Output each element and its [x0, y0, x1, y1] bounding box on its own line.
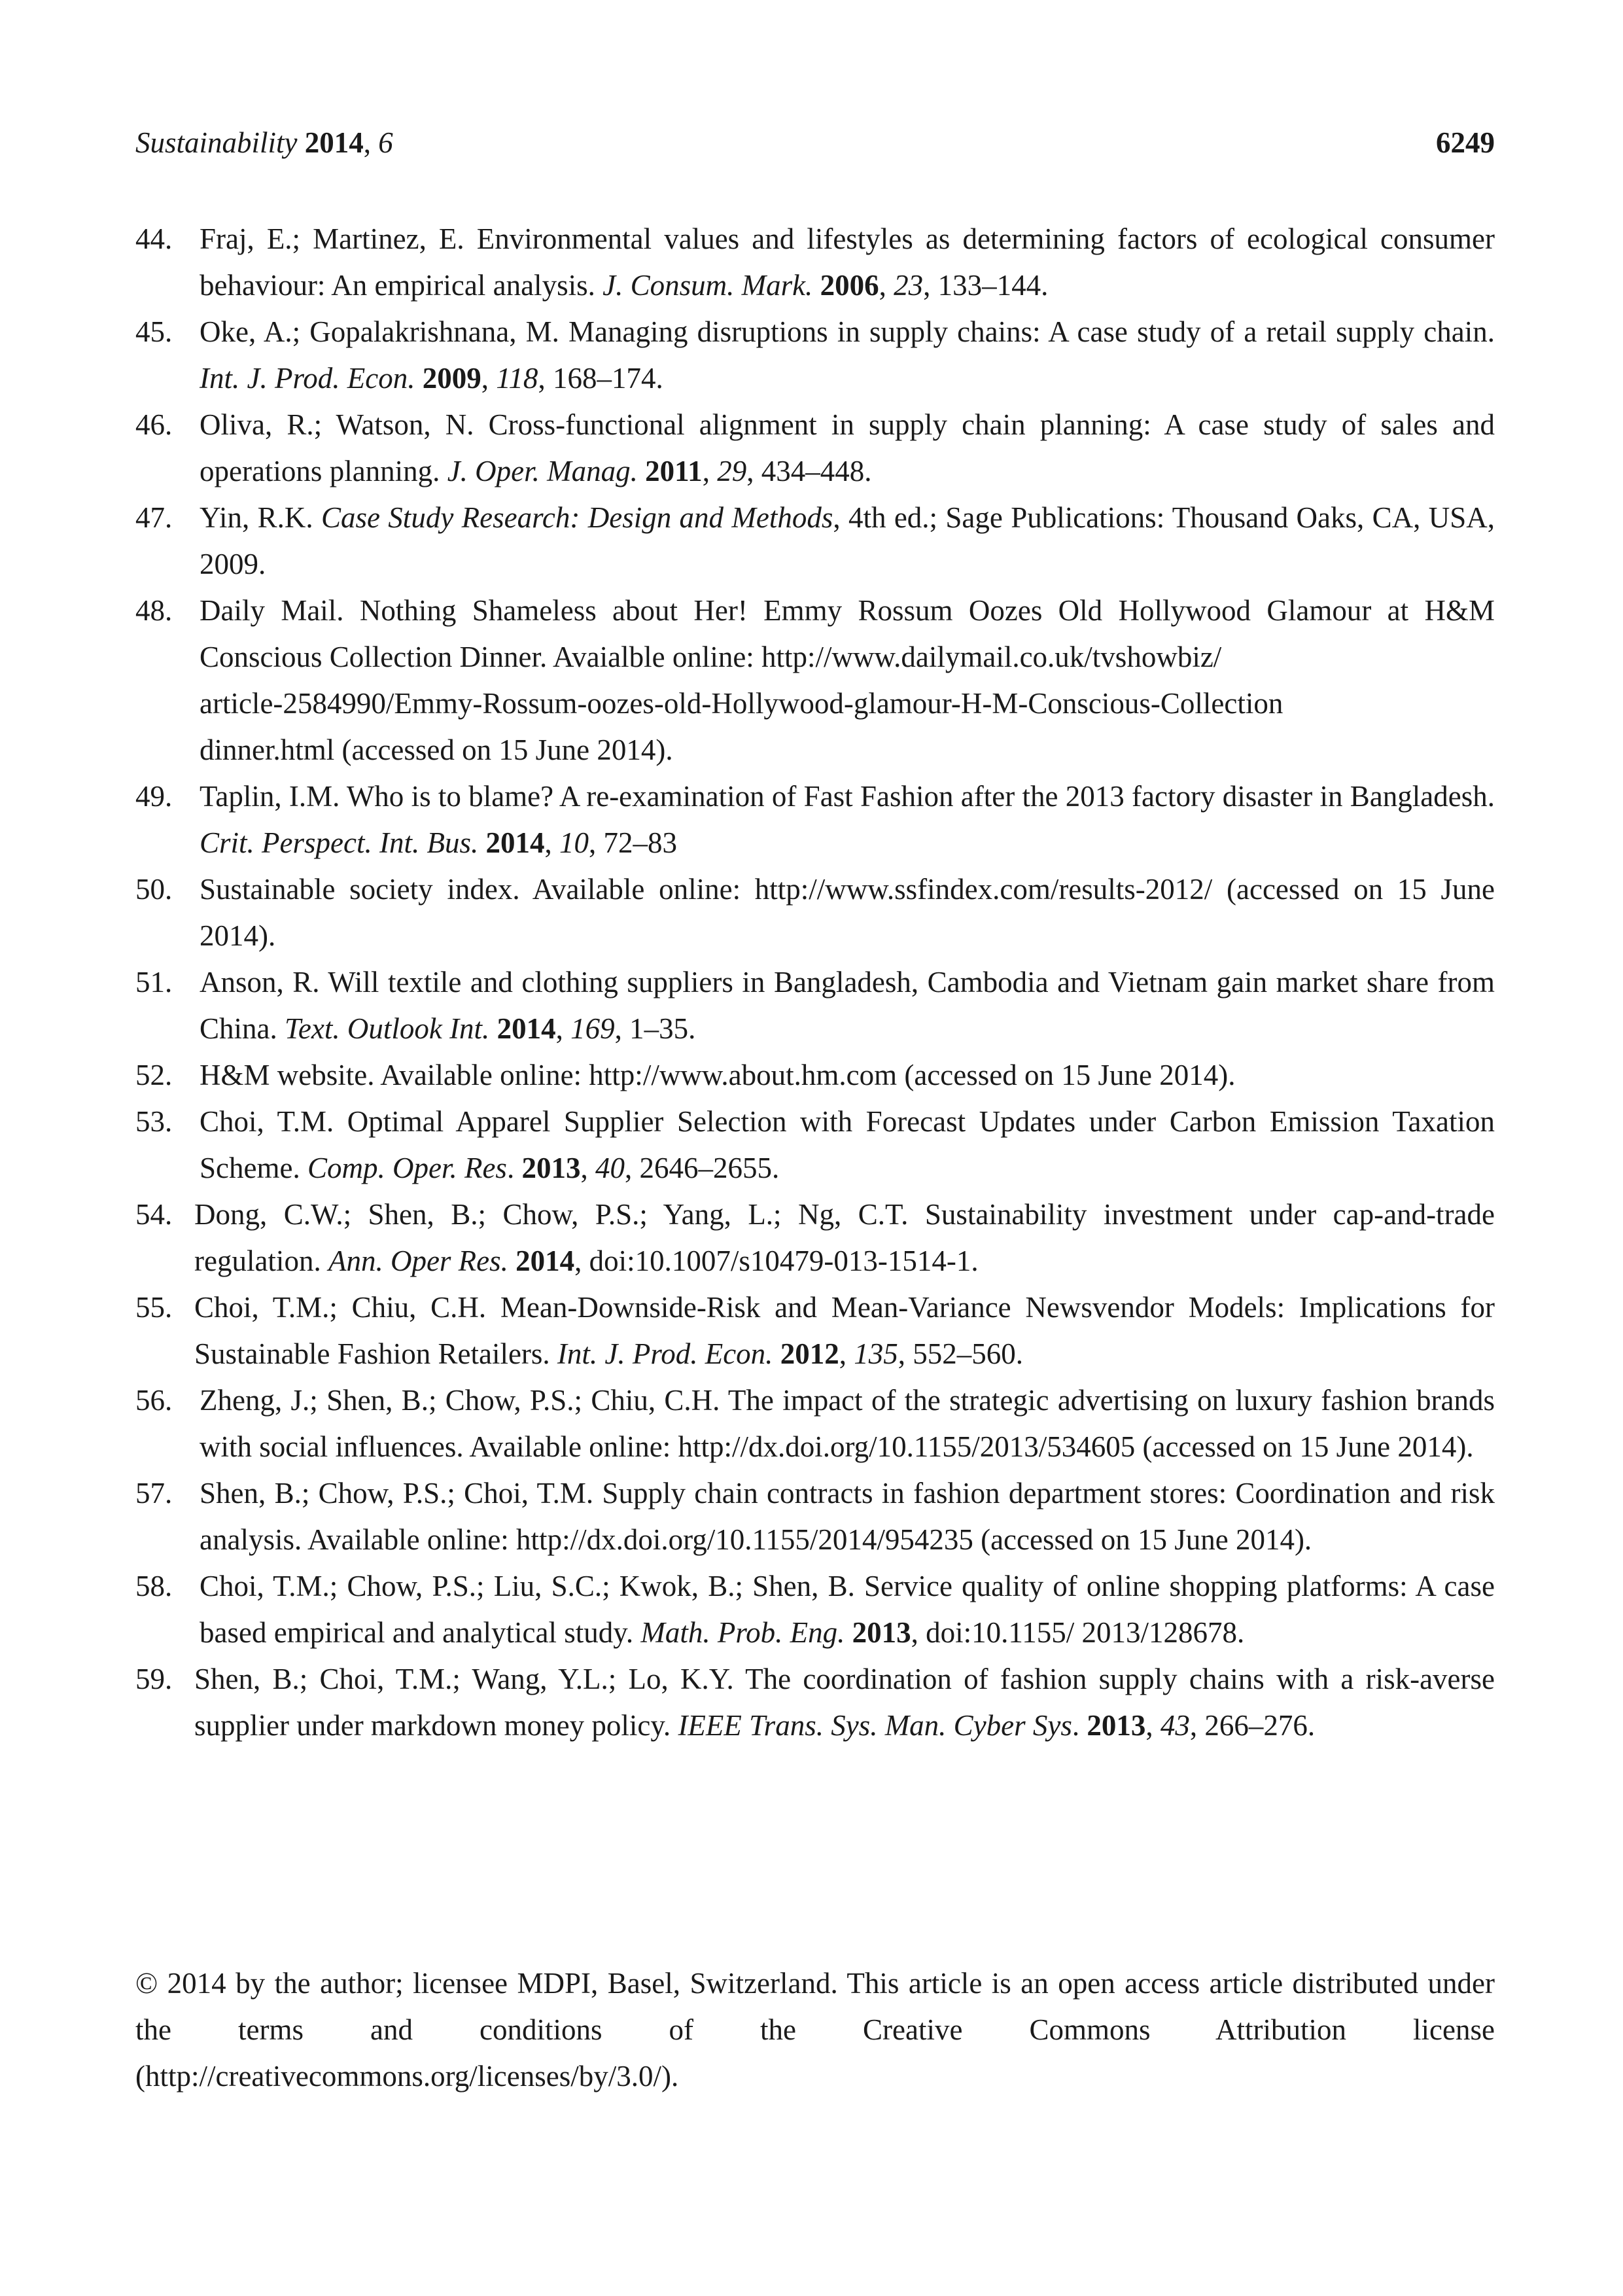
- license-notice: © 2014 by the author; licensee MDPI, Basel, Switzerland. This article is an open access article distributed under the terms and conditions of the Creative Commons Attribution license (http://creativecommons.org/licenses/by/3.0/).: [135, 1967, 1495, 2093]
- reference-pages: , 133–144.: [923, 269, 1049, 302]
- reference-year: 2012: [780, 1337, 839, 1370]
- journal-volume: 6: [378, 126, 393, 159]
- reference-text: Shen, B.; Chow, P.S.; Choi, T.M. Supply chain contracts in fashion department stores: Coordination and risk analysis. Available online: http://dx.doi.org/10.1155/2014/954235 (accessed on 15 June 2014).: [200, 1477, 1495, 1556]
- reference-volume: 135: [854, 1337, 898, 1370]
- reference-journal: J. Oper. Manag.: [447, 455, 638, 487]
- journal-citation: Sustainability 2014, 6: [135, 126, 393, 159]
- reference-text: Choi, T.M.; Chow, P.S.; Liu, S.C.; Kwok, B.; Shen, B. Service quality of online shopping platforms: A case based empirical and analytical study.: [200, 1570, 1495, 1649]
- reference-journal: IEEE Trans. Sys. Man. Cyber Sys: [678, 1709, 1072, 1742]
- reference-list: [135, 216, 1495, 1749]
- reference-doi: , doi:10.1155/ 2013/128678.: [911, 1616, 1245, 1649]
- reference-pages: , 266–276.: [1189, 1709, 1316, 1742]
- reference-49: 49. Taplin, I.M. Who is to blame? A re-examination of Fast Fashion after the 2013 factory disaster in Bangladesh. Crit. Perspect. Int. Bus. 2014, 10, 72–83: [135, 773, 1495, 866]
- reference-text: Dong, C.W.; Shen, B.; Chow, P.S.; Yang, L.; Ng, C.T. Sustainability investment under cap-and-trade regulation.: [194, 1198, 1495, 1277]
- reference-pages: , 1–35.: [614, 1012, 696, 1045]
- reference-47: [135, 495, 1495, 588]
- reference-text: Oke, A.; Gopalakrishnana, M. Managing disruptions in supply chains: A case study of a retail supply chain.: [200, 315, 1495, 348]
- reference-number: 58.: [135, 1570, 173, 1602]
- reference-number: 46.: [135, 408, 173, 441]
- reference-number: 56.: [135, 1384, 173, 1417]
- reference-text: Shen, B.; Choi, T.M.; Wang, Y.L.; Lo, K.Y. The coordination of fashion supply chains with a risk-averse supplier under markdown money policy.: [194, 1663, 1495, 1742]
- reference-51: 51. Anson, R. Will textile and clothing suppliers in Bangladesh, Cambodia and Vietnam gain market share from China. Text. Outlook Int. 2014, 169, 1–35.: [135, 959, 1495, 1052]
- reference-text: Taplin, I.M. Who is to blame? A re-examination of Fast Fashion after the 2013 factory disaster in Bangladesh.: [200, 780, 1495, 813]
- reference-url-line: article-2584990/Emmy-Rossum-oozes-old-Hollywood-glamour-H-M-Conscious-Collection: [200, 687, 1283, 720]
- reference-55: 55. Choi, T.M.; Chiu, C.H. Mean-Downside-Risk and Mean-Variance Newsvendor Models: Implications for Sustainable Fashion Retailers. Int. J. Prod. Econ. 2012, 135, 552–560.: [135, 1284, 1495, 1377]
- reference-pages: , 552–560.: [898, 1337, 1023, 1370]
- reference-text: Oliva, R.; Watson, N. Cross-functional alignment in supply chain planning: A case study of sales and operations planning.: [200, 408, 1495, 487]
- reference-journal: Comp. Oper. Res: [307, 1152, 507, 1184]
- reference-number: 49.: [135, 780, 173, 813]
- journal-name: Sustainability: [135, 126, 298, 159]
- reference-volume: 43: [1160, 1709, 1190, 1742]
- reference-volume: 40: [595, 1152, 625, 1184]
- reference-volume: 118: [496, 362, 538, 395]
- reference-text: Choi, T.M. Optimal Apparel Supplier Selection with Forecast Updates under Carbon Emission Taxation Scheme.: [200, 1105, 1495, 1184]
- reference-text: Zheng, J.; Shen, B.; Chow, P.S.; Chiu, C.H. The impact of the strategic advertising on luxury fashion brands with social influences. Available online: http://dx.doi.org/10.1155/2013/534605 (accessed on 15 June 2014).: [200, 1384, 1495, 1463]
- reference-number: 47.: [135, 501, 173, 534]
- reference-doi: , doi:10.1007/s10479-013-1514-1.: [574, 1245, 979, 1277]
- reference-journal: Crit. Perspect. Int. Bus.: [200, 826, 479, 859]
- reference-number: 59.: [135, 1663, 173, 1695]
- reference-number: 44.: [135, 222, 173, 255]
- reference-separator: .: [1072, 1709, 1087, 1742]
- reference-year: 2006: [820, 269, 879, 302]
- reference-number: 54.: [135, 1198, 173, 1231]
- reference-year: 2013: [521, 1152, 581, 1184]
- reference-52: [135, 1052, 1495, 1099]
- reference-45: 45. Oke, A.; Gopalakrishnana, M. Managing disruptions in supply chains: A case study of a retail supply chain. Int. J. Prod. Econ. 2009, 118, 168–174.: [135, 309, 1495, 402]
- reference-year: 2011: [645, 455, 703, 487]
- reference-50: [135, 866, 1495, 959]
- page-number: 6249: [1436, 126, 1495, 159]
- reference-journal: Text. Outlook Int.: [285, 1012, 490, 1045]
- running-header: [135, 123, 1495, 162]
- reference-text: Daily Mail. Nothing Shameless about Her! Emmy Rossum Oozes Old Hollywood Glamour at H&M Conscious Collection Dinner. Avaialble online: http://www.dailymail.co.uk/tvshowbiz/: [200, 594, 1495, 673]
- reference-book-title: Case Study Research: Design and Methods: [321, 501, 833, 534]
- reference-year: 2013: [852, 1616, 911, 1649]
- reference-text: Fraj, E.; Martinez, E. Environmental values and lifestyles as determining factors of ecological consumer behaviour: An empirical analysis.: [200, 222, 1495, 302]
- reference-url-line: dinner.html (accessed on 15 June 2014).: [200, 733, 673, 766]
- reference-58: [135, 1563, 1495, 1656]
- reference-volume: 23: [894, 269, 924, 302]
- reference-volume: 169: [570, 1012, 615, 1045]
- reference-text: Sustainable society index. Available online: http://www.ssfindex.com/results-2012/ (accessed on 15 June 2014).: [200, 873, 1495, 952]
- reference-number: 55.: [135, 1291, 173, 1324]
- reference-number: 48.: [135, 594, 173, 627]
- reference-44: 44. Fraj, E.; Martinez, E. Environmental values and lifestyles as determining factors of ecological consumer behaviour: An empirical analysis. J. Consum. Mark. 2006, 23, 133–144.: [135, 216, 1495, 309]
- reference-pages: , 2646–2655.: [624, 1152, 780, 1184]
- reference-56: [135, 1377, 1495, 1470]
- reference-number: 45.: [135, 315, 173, 348]
- reference-54: [135, 1192, 1495, 1284]
- reference-year: 2014: [515, 1245, 575, 1277]
- reference-number: 52.: [135, 1059, 173, 1091]
- reference-number: 50.: [135, 873, 173, 906]
- reference-number: 51.: [135, 966, 173, 998]
- reference-number: 57.: [135, 1477, 173, 1510]
- reference-volume: 10: [559, 826, 589, 859]
- reference-journal: Int. J. Prod. Econ.: [200, 362, 415, 395]
- reference-pages: , 434–448.: [746, 455, 872, 487]
- reference-text: Yin, R.K.: [200, 501, 321, 534]
- reference-separator: .: [506, 1152, 522, 1184]
- reference-text: H&M website. Available online: http://www.about.hm.com (accessed on 15 June 2014).: [200, 1059, 1236, 1091]
- reference-year: 2013: [1087, 1709, 1146, 1742]
- reference-46: 46. Oliva, R.; Watson, N. Cross-functional alignment in supply chain planning: A case study of sales and operations planning. J. Oper. Manag. 2011, 29, 434–448.: [135, 402, 1495, 495]
- reference-journal: J. Consum. Mark.: [602, 269, 813, 302]
- reference-48: [135, 588, 1495, 773]
- reference-text: Anson, R. Will textile and clothing suppliers in Bangladesh, Cambodia and Vietnam gain market share from China.: [200, 966, 1495, 1045]
- reference-text: Choi, T.M.; Chiu, C.H. Mean-Downside-Risk and Mean-Variance Newsvendor Models: Implications for Sustainable Fashion Retailers.: [194, 1291, 1495, 1370]
- reference-pages: , 168–174.: [538, 362, 663, 395]
- reference-publisher: , 4th ed.; Sage Publications: Thousand Oaks, CA, USA, 2009.: [200, 501, 1495, 580]
- journal-year: 2014: [304, 126, 364, 159]
- reference-journal: Math. Prob. Eng.: [640, 1616, 845, 1649]
- reference-volume: 29: [717, 455, 747, 487]
- reference-pages: , 72–83: [588, 826, 677, 859]
- reference-53: 53. Choi, T.M. Optimal Apparel Supplier Selection with Forecast Updates under Carbon Emission Taxation Scheme. Comp. Oper. Res. 2013, 40, 2646–2655.: [135, 1099, 1495, 1192]
- reference-journal: Ann. Oper Res.: [328, 1245, 508, 1277]
- reference-year: 2014: [485, 826, 545, 859]
- reference-number: 53.: [135, 1105, 173, 1138]
- reference-57: [135, 1470, 1495, 1563]
- reference-59: 59. Shen, B.; Choi, T.M.; Wang, Y.L.; Lo, K.Y. The coordination of fashion supply chains with a risk-averse supplier under markdown money policy. IEEE Trans. Sys. Man. Cyber Sys. 2013, 43, 266–276.: [135, 1656, 1495, 1749]
- reference-journal: Int. J. Prod. Econ.: [557, 1337, 773, 1370]
- reference-year: 2014: [497, 1012, 556, 1045]
- reference-year: 2009: [422, 362, 481, 395]
